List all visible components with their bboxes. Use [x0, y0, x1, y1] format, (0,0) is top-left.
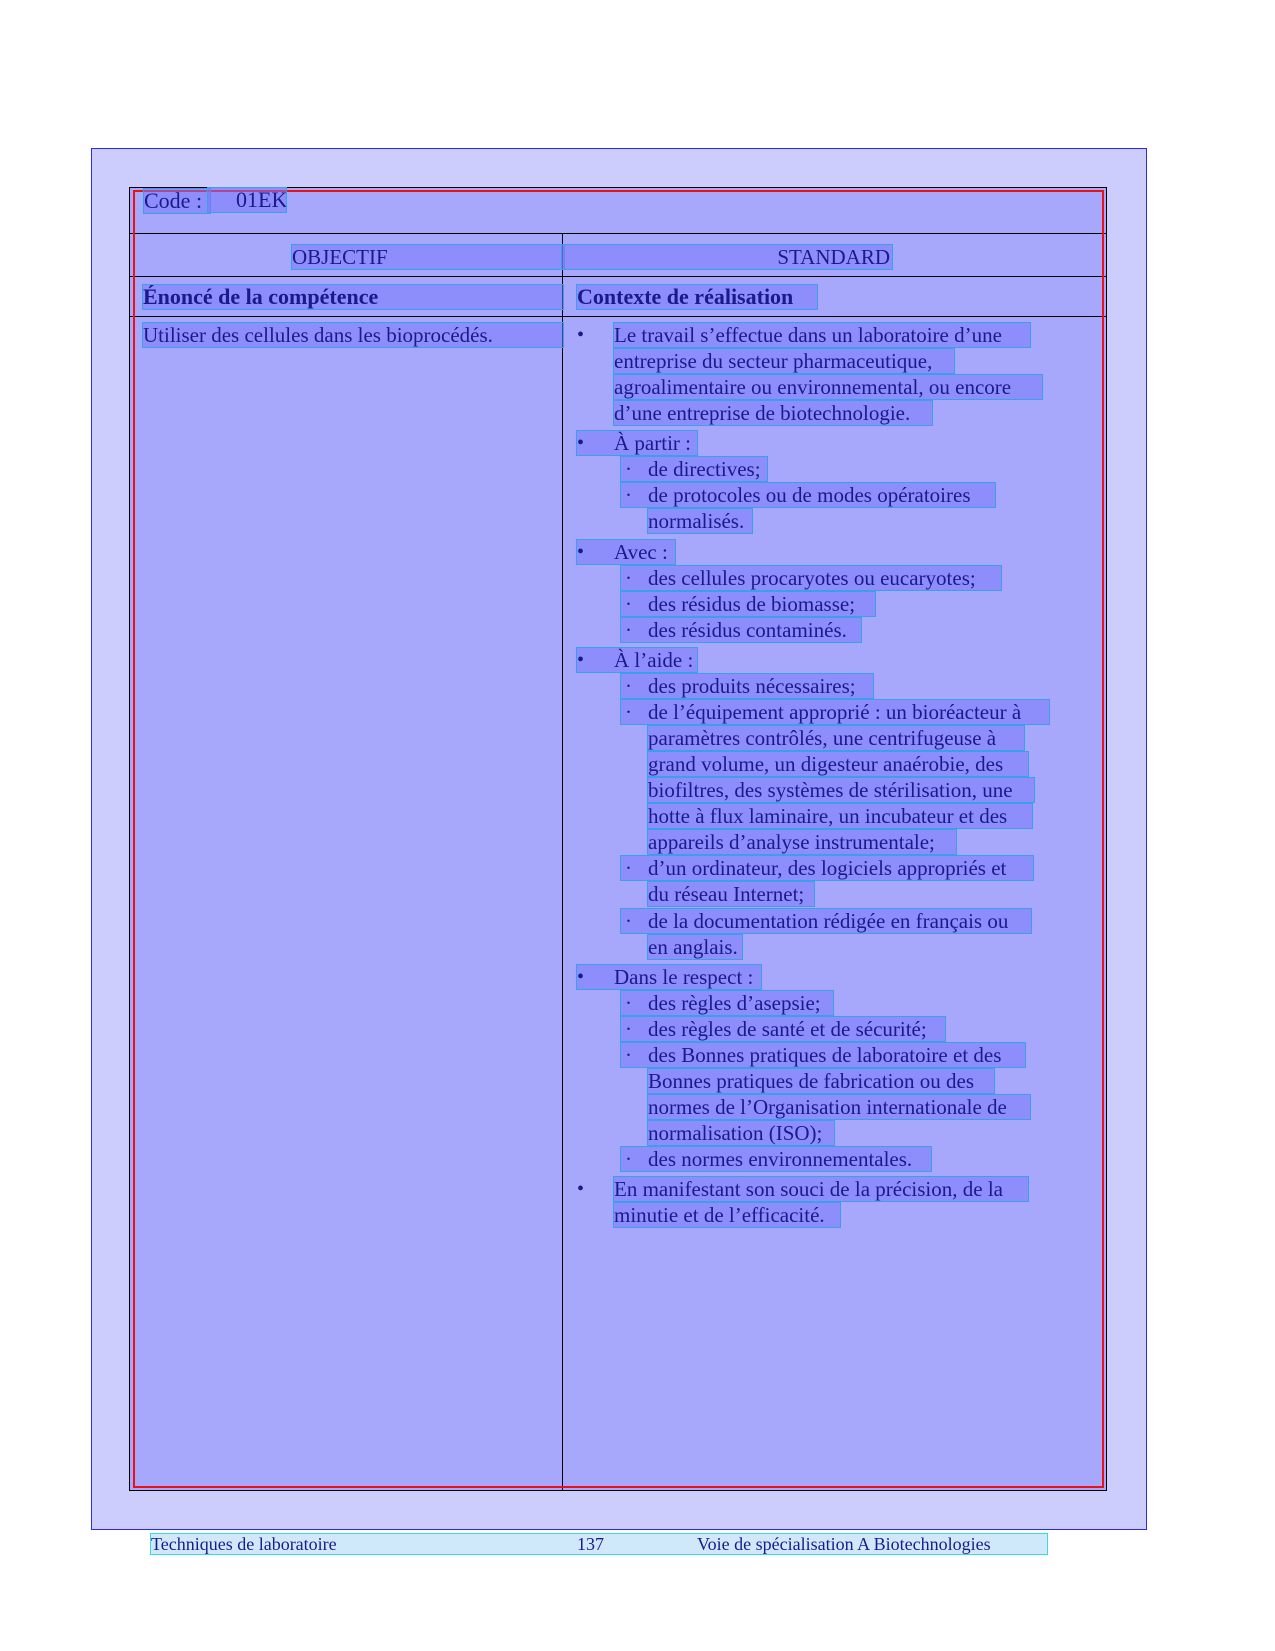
subitem-marker: ·: [625, 1147, 632, 1171]
context-subitem: des normes environnementales. ·: [621, 1147, 931, 1171]
bullet-marker: •: [577, 966, 585, 988]
subitem-marker: ·: [625, 566, 632, 590]
footer-right: Voie de spécialisation A Biotechnologies: [697, 1534, 991, 1554]
subitem-marker: ·: [625, 457, 632, 481]
context-subitem-cont: Bonnes pratiques de fabrication ou des: [648, 1069, 994, 1093]
subitem-marker: ·: [625, 618, 632, 642]
context-subitem: des cellules procaryotes ou eucaryotes; ·: [621, 566, 1001, 590]
context-subitem-cont: hotte à flux laminaire, un incubateur et des: [648, 804, 1032, 828]
footer-left: Techniques de laboratoire: [151, 1534, 337, 1554]
context-heading-avec: Avec :: [577, 540, 675, 564]
context-subitem-cont: paramètres contrôlés, une centrifugeuse à: [648, 726, 1024, 750]
competence-statement: Utiliser des cellules dans les bioprocédés.: [143, 323, 563, 347]
context-subitem: des résidus de biomasse; ·: [621, 592, 875, 616]
bullet-marker: •: [577, 649, 585, 671]
code-label: Code :: [144, 189, 210, 213]
context-subitem: des règles d’asepsie; ·: [621, 991, 833, 1015]
context-subitem-cont: biofiltres, des systèmes de stérilisation, une: [648, 778, 1034, 802]
context-subitem: de l’équipement approprié : un bioréacteur à ·: [621, 700, 1049, 724]
context-subitem: des produits nécessaires; ·: [621, 674, 873, 698]
context-subitem-cont: normes de l’Organisation internationale de: [648, 1095, 1030, 1119]
context-subitem-cont: normalisés.: [648, 509, 752, 533]
context-subitem-cont: appareils d’analyse instrumentale;: [648, 830, 956, 854]
competence-heading: Énoncé de la compétence: [143, 285, 563, 309]
subitem-marker: ·: [625, 991, 632, 1015]
standard-header: STANDARD: [562, 245, 892, 269]
subitem-marker: ·: [625, 1017, 632, 1041]
context-line: minutie et de l’efficacité.: [614, 1203, 840, 1227]
context-subitem-cont: du réseau Internet;: [648, 882, 814, 906]
subitem-marker: ·: [625, 674, 632, 698]
row-divider: [129, 316, 1107, 317]
objectif-header: OBJECTIF: [292, 245, 564, 269]
context-subitem: de directives; ·: [621, 457, 767, 481]
context-subitem: de la documentation rédigée en français ou ·: [621, 909, 1031, 933]
page-number: 137: [577, 1534, 604, 1554]
bullet-marker: •: [577, 541, 585, 563]
context-subitem-cont: en anglais.: [648, 935, 742, 959]
context-heading-apartir: À partir :: [577, 431, 697, 455]
context-heading-respect: Dans le respect :: [577, 965, 761, 989]
subitem-marker: ·: [625, 700, 632, 724]
bullet-marker: •: [577, 1178, 585, 1200]
subitem-marker: ·: [625, 592, 632, 616]
row-divider: [129, 233, 1107, 234]
context-subitem: des Bonnes pratiques de laboratoire et des ·: [621, 1043, 1025, 1067]
subitem-marker: ·: [625, 856, 632, 880]
context-subitem-cont: normalisation (ISO);: [648, 1121, 834, 1145]
context-line: entreprise du secteur pharmaceutique,: [614, 349, 954, 373]
row-divider: [129, 276, 1107, 277]
context-line: d’une entreprise de biotechnologie.: [614, 401, 932, 425]
subitem-marker: ·: [625, 483, 632, 507]
bullet-marker: •: [577, 324, 585, 346]
code-value: 01EK: [208, 188, 286, 212]
context-subitem: de protocoles ou de modes opératoires ·: [621, 483, 995, 507]
subitem-marker: ·: [625, 909, 632, 933]
context-subitem: des règles de santé et de sécurité; ·: [621, 1017, 945, 1041]
context-subitem: d’un ordinateur, des logiciels appropriés et ·: [621, 856, 1033, 880]
context-subitem: des résidus contaminés. ·: [621, 618, 861, 642]
context-line: En manifestant son souci de la précision, de la: [614, 1177, 1028, 1201]
context-line: agroalimentaire ou environnemental, ou encore: [614, 375, 1042, 399]
column-divider: [562, 233, 563, 1491]
context-subitem-cont: grand volume, un digesteur anaérobie, des: [648, 752, 1028, 776]
context-line: Le travail s’effectue dans un laboratoire d’une: [614, 323, 1030, 347]
context-heading-alaide: À l’aide :: [577, 648, 697, 672]
subitem-marker: ·: [625, 1043, 632, 1067]
context-heading: Contexte de réalisation: [577, 285, 817, 309]
bullet-marker: •: [577, 432, 585, 454]
